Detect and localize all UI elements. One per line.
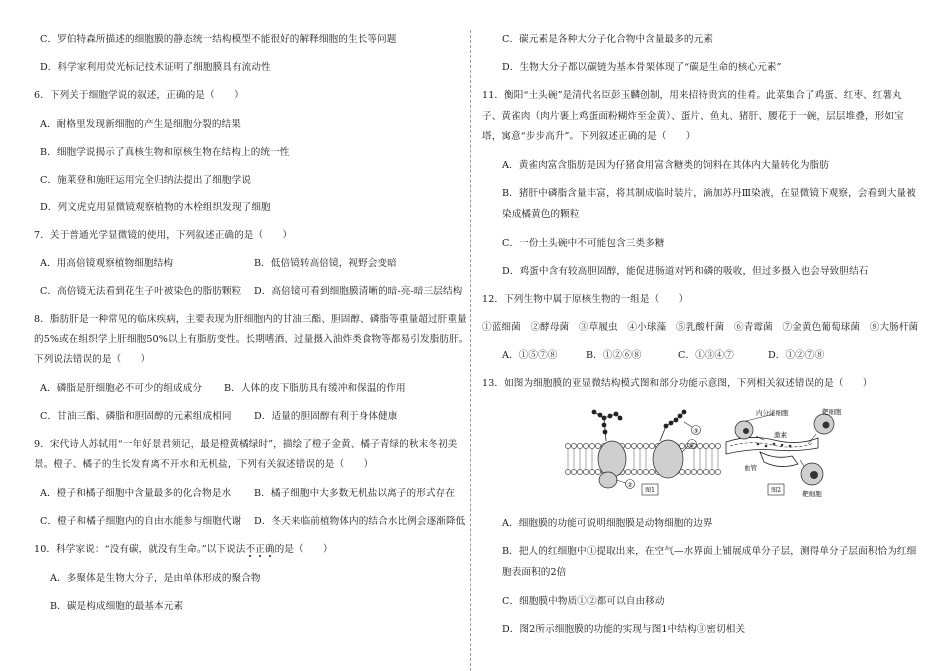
q8-stem-line3: 下列说法错误的是（ ） — [34, 354, 151, 365]
figure-1-membrane-diagram — [565, 410, 720, 495]
q12-option-c: C．①③④⑦ — [678, 350, 734, 361]
q5-option-d: D．科学家利用荧光标记技术证明了细胞膜具有流动性 — [40, 62, 271, 73]
fig2-caption: 图2 — [771, 487, 781, 494]
q13-option-a: A．细胞膜的功能可说明细胞膜是动物细胞的边界 — [502, 518, 713, 529]
q10-stem-prefix: 10．科学家说：“没有碳，就没有生命。”以下说法 — [34, 544, 246, 555]
q11-stem-line2: 子、黄雀肉（肉片裹上鸡蛋面粉糊炸至金黄）、蛋片、鱼丸、猪肝、腰花于一碗，层层堆叠，形如宝 — [482, 111, 904, 122]
q5-option-c: C．罗伯特森所描述的细胞膜的静态统一结构模型不能很好的解释细胞的生长等问题 — [40, 34, 397, 45]
cell-membrane-figure — [560, 404, 850, 500]
q13-option-b-line1: B．把人的红细胞中①提取出来，在空气—水界面上铺展成单分子层，测得单分子层面积恰为红细 — [502, 546, 917, 557]
q8-option-a: A．磷脂是肝细胞必不可少的组成成分 — [40, 383, 203, 394]
q6-option-b: B．细胞学说揭示了真核生物和原核生物在结构上的统一性 — [40, 147, 290, 158]
q11-stem-line1: 11．衡阳“土头碗”是清代名臣彭玉麟创制，用来招待贵宾的佳肴。此菜集合了鸡蛋、红枣、红薯丸 — [482, 90, 902, 101]
q11-option-d: D．鸡蛋中含有较高胆固醇，能促进肠道对钙和磷的吸收，但过多摄入也会导致胆结石 — [502, 266, 869, 277]
q10-option-a: A．多聚体是生物大分子，是由单体形成的聚合物 — [50, 573, 261, 584]
q9-option-a: A．橙子和橘子细胞中含量最多的化合物是水 — [40, 488, 232, 499]
q11-option-c: C．一份土头碗中不可能包含三类多糖 — [502, 238, 665, 249]
q7-option-a: A．用高倍镜观察植物细胞结构 — [40, 258, 174, 269]
q13-option-d: D．图2所示细胞膜的功能的实现与图1中结构③密切相关 — [502, 624, 746, 635]
column-divider — [470, 30, 471, 671]
q13-option-b-line2: 胞表面积的2倍 — [502, 567, 567, 578]
q8-stem-line2: 的5%或在组织学上肝细胞50%以上有脂肪变性。长期嗜酒、过量摄入油炸类食物等都易引发脂肪肝。 — [34, 334, 469, 345]
fig1-caption: 图1 — [645, 487, 655, 494]
q12-items: ①蓝细菌 ②酵母菌 ③草履虫 ④小球藻 ⑤乳酸杆菌 ⑥青霉菌 ⑦金黄色葡萄球菌 ⑧大肠杆菌 — [482, 322, 919, 333]
q9-option-c: C．橙子和橘子细胞内的自由水能参与细胞代谢 — [40, 516, 242, 527]
q12-option-a: A．①⑤⑦⑧ — [502, 350, 558, 361]
q10-option-b: B．碳是构成细胞的最基本元素 — [50, 601, 184, 612]
q8-stem-line1: 8．脂肪肝是一种常见的临床疾病，主要表现为肝细胞内的甘油三酯、胆固醇、磷脂等重量超过肝重量 — [34, 314, 467, 325]
q12-option-d: D．①②⑦⑧ — [768, 350, 825, 361]
q8-option-c: C．甘油三酯、磷脂和胆固醇的元素组成相同 — [40, 411, 232, 422]
q6-option-a: A．耐格里发现新细胞的产生是细胞分裂的结果 — [40, 119, 241, 130]
fig1-label-3: ③ — [693, 428, 699, 435]
fig2-label-blood-vessel: 血管 — [744, 464, 757, 472]
q10-stem-suffix: 的是（ ） — [274, 544, 333, 555]
q11-stem-line3: 塔，寓意“步步高升”。下列叙述正确的是（ ） — [482, 131, 696, 142]
q9-option-d: D．冬天来临前植物体内的结合水比例会逐渐降低 — [254, 516, 466, 527]
q8-option-d: D．适量的胆固醇有利于身体健康 — [254, 411, 398, 422]
q10-stem — [34, 543, 333, 556]
q11-option-b-line1: B．猪肝中磷脂含量丰富，将其制成临时装片，滴加苏丹Ⅲ染液，在显微镜下观察，会看到大量被 — [502, 188, 916, 199]
q13-stem: 13．如图为细胞膜的亚显微结构模式图和部分功能示意图，下列相关叙述错误的是（ ） — [482, 378, 873, 389]
q7-stem: 7．关于普通光学显微镜的使用，下列叙述正确的是（ ） — [34, 230, 293, 241]
q9-stem-line1: 9．宋代诗人苏轼用“一年好景君须记，最是橙黄橘绿时”，描绘了橙子金黄、橘子青绿的秋末冬初美 — [34, 439, 458, 450]
q11-option-b-line2: 染成橘黄色的颗粒 — [502, 209, 580, 220]
q9-option-b: B．橘子细胞中大多数无机盐以离子的形式存在 — [254, 488, 456, 499]
q12-option-b: B．①②⑥⑧ — [586, 350, 642, 361]
fig2-label-target-cell-bottom: 靶细胞 — [802, 490, 822, 498]
fig1-label-1: ① — [689, 442, 695, 449]
q8-option-b: B．人体的皮下脂肪具有缓冲和保温的作用 — [224, 383, 406, 394]
figure-2-signaling-diagram — [726, 407, 842, 498]
q13-option-c: C．细胞膜中物质①②都可以自由移动 — [502, 596, 665, 607]
q10-option-d: D．生物大分子都以碳链为基本骨架体现了“碳是生命的核心元素” — [502, 62, 782, 73]
fig2-label-endocrine-cell: 内分泌细胞 — [756, 409, 789, 417]
fig1-label-2: ② — [627, 482, 633, 489]
q7-option-d: D．高倍镜可看到细胞膜清晰的暗-亮-暗三层结构 — [254, 286, 463, 297]
q11-option-a: A．黄雀肉富含脂肪是因为仔猪食用富含糖类的饲料在其体内大量转化为脂肪 — [502, 160, 829, 171]
fig2-label-hormone: 激素 — [774, 431, 787, 439]
q7-option-c: C．高倍镜无法看到花生子叶被染色的脂肪颗粒 — [40, 286, 242, 297]
q10-stem-emphasis: 不正确 — [245, 544, 275, 555]
q12-stem: 12．下列生物中属于原核生物的一组是（ ） — [482, 294, 689, 305]
q6-option-c: C．施莱登和施旺运用完全归纳法提出了细胞学说 — [40, 175, 252, 186]
q7-option-b: B．低倍镜转高倍镜，视野会变暗 — [254, 258, 397, 269]
q9-stem-line2: 景。橙子、橘子的生长发育离不开水和无机盐，下列有关叙述错误的是（ ） — [34, 459, 374, 470]
q6-option-d: D．列文虎克用显微镜观察植物的木栓组织发现了细胞 — [40, 202, 271, 213]
fig2-label-target-cell-top: 靶细胞 — [822, 408, 842, 416]
q6-stem: 6．下列关于细胞学说的叙述，正确的是（ ） — [34, 90, 244, 101]
q10-option-c: C．碳元素是各种大分子化合物中含量最多的元素 — [502, 34, 714, 45]
